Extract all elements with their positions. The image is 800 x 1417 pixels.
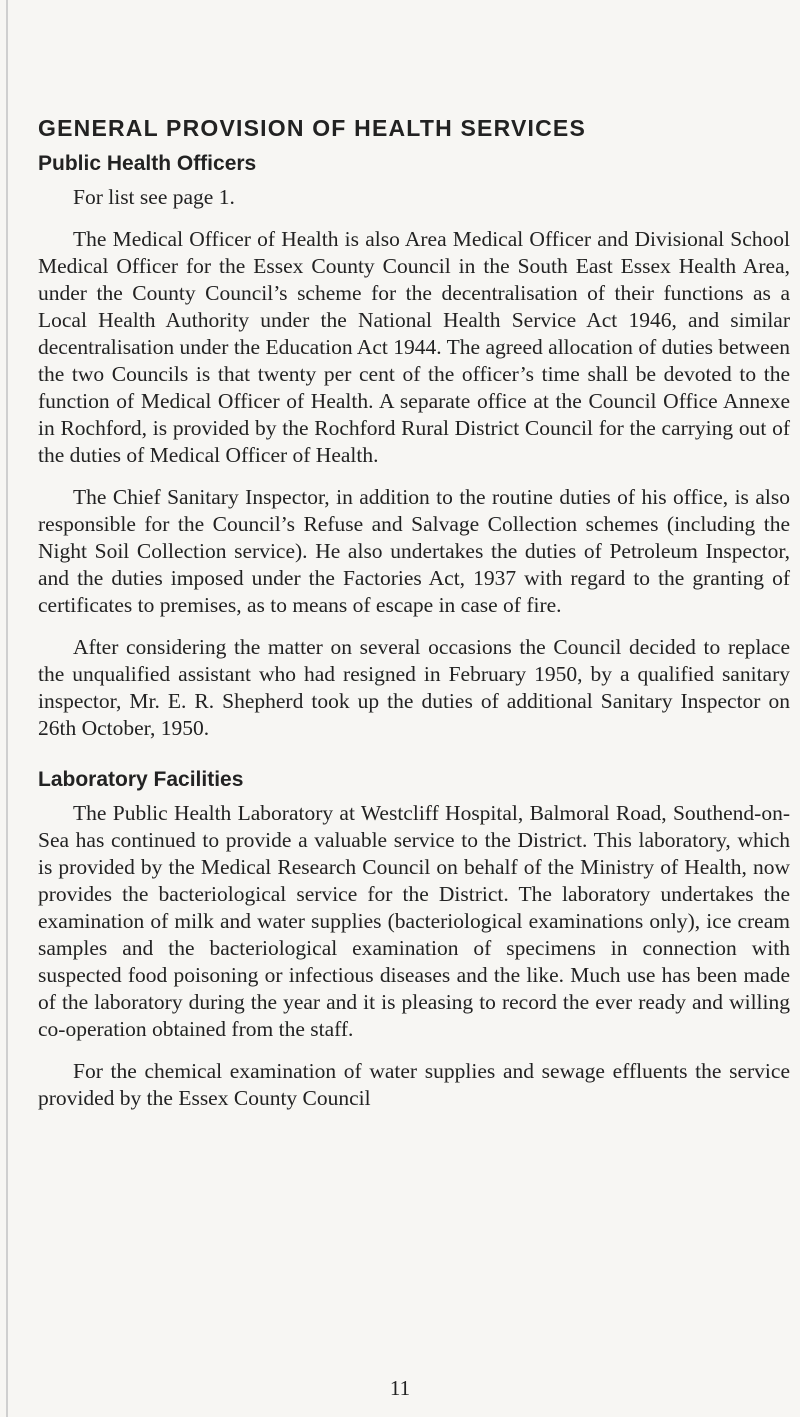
page-number: 11 xyxy=(389,1376,411,1400)
page-title: GENERAL PROVISION OF HEALTH SERVICES xyxy=(38,115,586,141)
paragraph: The Chief Sanitary Inspector, in addition to the routine duties of his office, is also responsible for the Council’s Refuse and Salvage Collection schemes (including the Night Soil Collection service). He also undertakes the duties of Petroleum Inspector, and the duties imposed under the Factories Act, 1937 with regard to the granting of certificates to premises, as to means of escape in case of fire. xyxy=(38,485,790,617)
paragraph: The Public Health Laboratory at Westcliff Hospital, Balmoral Road, Southend-on-Sea has continued to provide a valuable service to the District. This laboratory, which is provided by the Medical Research Council on behalf of the Ministry of Health, now provides the bacteriological service for the District. The laboratory undertakes the examination of milk and water supplies (bacteriological examinations only), ice cream samples and the bacteriological examination of specimens in connection with suspected food poisoning or infectious diseases and the like. Much use has been made of the laboratory during the year and it is pleasing to record the ever ready and willing co-operation obtained from the staff. xyxy=(38,801,790,1041)
section-laboratory-facilities xyxy=(38,764,790,1112)
page-content xyxy=(38,112,790,1127)
section-heading: Public Health Officers xyxy=(38,152,257,175)
page-edge xyxy=(6,0,8,1417)
paragraph: After considering the matter on several occasions the Council decided to replace the unqualified assistant who had resigned in February 1950, by a qualified sanitary inspector, Mr. E. R. Shepherd took up the duties of additional Sanitary Inspector on 26th October, 1950. xyxy=(38,635,790,740)
paragraph: For the chemical examination of water supplies and sewage effluents the service provided by the Essex County Council xyxy=(38,1059,790,1110)
section-heading: Laboratory Facilities xyxy=(38,768,244,791)
paragraph: For list see page 1. xyxy=(73,185,235,209)
paragraph: The Medical Officer of Health is also Area Medical Officer and Divisional School Medical Officer for the Essex County Council in the South East Essex Health Area, under the County Council’s scheme for the decentralisation of their functions as a Local Health Authority under the National Health Service Act 1946, and similar decentralisation under the Education Act 1944. The agreed allocation of duties between the two Councils is that twenty per cent of the officer’s time shall be devoted to the function of Medical Officer of Health. A separate office at the Council Office Annexe in Rochford, is provided by the Rochford Rural District Council for the carrying out of the duties of Medical Officer of Health. xyxy=(38,227,790,467)
section-public-health-officers xyxy=(38,148,790,742)
